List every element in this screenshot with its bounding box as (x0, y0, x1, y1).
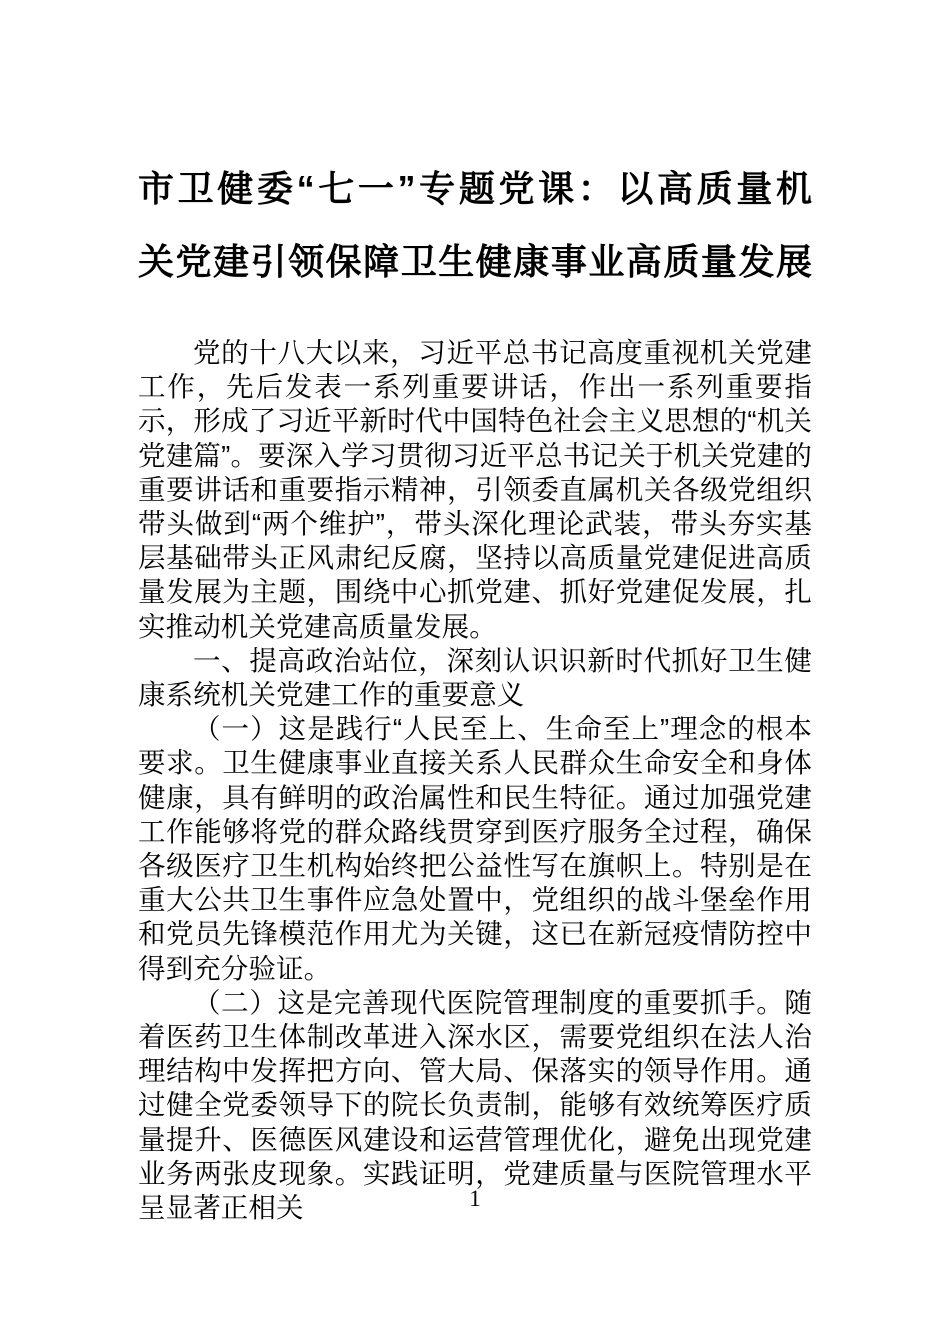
page-number: 1 (469, 1186, 481, 1211)
document-body (138, 0, 812, 1225)
paragraph-opening: 党的十八大以来，习近平总书记高度重视机关党建工作，先后发表一系列重要讲话，作出一系列重要指示，形成了习近平新时代中国特色社会主义思想的“机关党建篇”。要深入学习贯彻习近平总书记关于机关党建的重要讲话和重要指示精神，引领委直属机关各级党组织带头做到“两个维护”，带头深化理论武装，带头夯实基层基础带头正风肃纪反腐，坚持以高质量党建促进高质量发展为主题，围绕中心抓党建、抓好党建促发展，扎实推动机关党建高质量发展。 (138, 337, 812, 642)
section-heading-one: 一、提高政治站位，深刻认识识新时代抓好卫生健康系统机关党建工作的重要意义 (138, 644, 812, 711)
paragraph-section-1-1: （一）这是践行“人民至上、生命至上”理念的根本要求。卫生健康事业直接关系人民群众生命安全和身体健康，具有鲜明的政治属性和民生特征。通过加强党建工作能够将党的群众路线贯穿到医疗服务全过程，确保各级医疗卫生机构始终把公益性写在旗帜上。特别是在重大公共卫生事件应急处置中，党组织的战斗堡垒作用和党员先锋模范作用尤为关键，这已在新冠疫情防控中得到充分验证。 (138, 713, 812, 984)
page-title (138, 0, 812, 298)
page-title-line-1: 市卫健委“七一”专题党课：以高质量机 (138, 168, 812, 209)
page-title-line-2: 关党建引领保障卫生健康事业高质量发展 (138, 241, 812, 282)
paragraph-section-1-2: （二）这是完善现代医院管理制度的重要抓手。随着医药卫生体制改革进入深水区，需要党组织在法人治理结构中发挥把方向、管大局、保落实的领导作用。通过健全党委领导下的院长负责制，能够有效统筹医疗质量提升、医德医风建设和运营管理优化，避免出现党建业务两张皮现象。实践证明，党建质量与医院管理水平呈显著正相关 (138, 986, 812, 1224)
